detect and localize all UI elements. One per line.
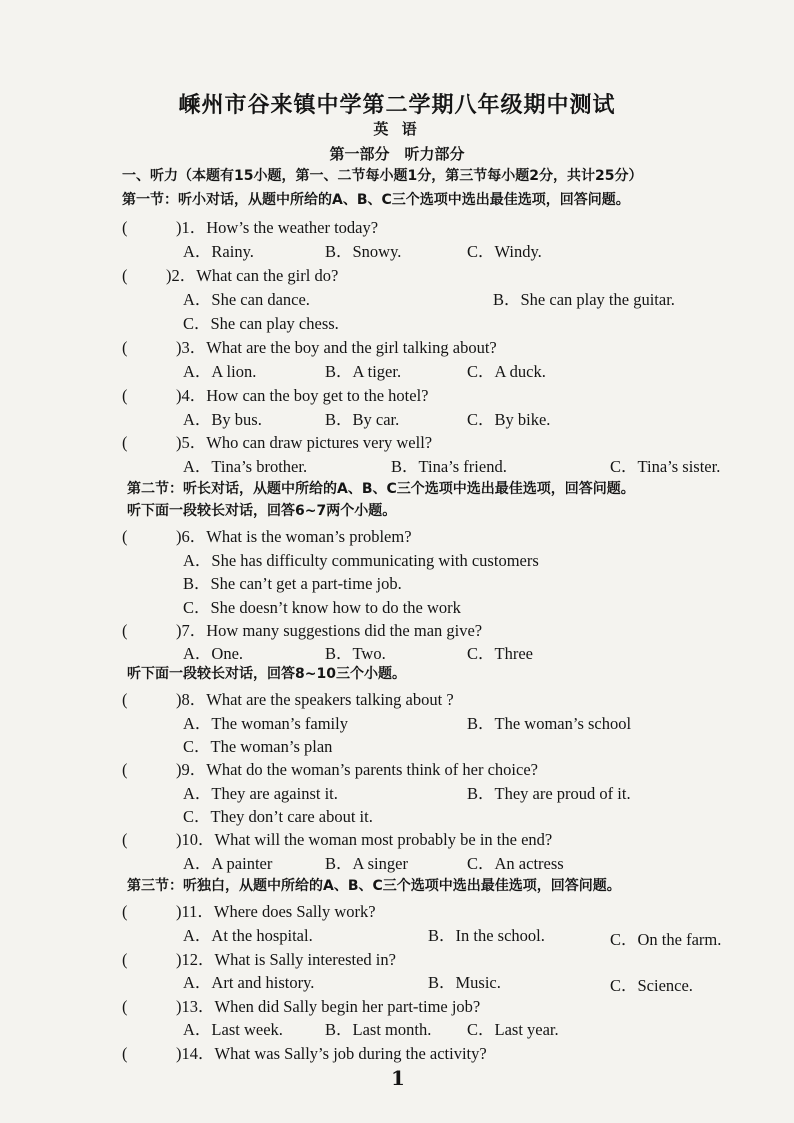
option-c: C．By bike.: [467, 410, 551, 429]
section1-intro: 第一节：听小对话，从题中所给的A、B、C三个选项中选出最佳选项，回答问题。: [122, 192, 630, 208]
option-b: B．She can play the guitar.: [493, 290, 675, 309]
question-number: )8．: [176, 690, 207, 709]
option-b: B．They are proud of it.: [467, 784, 631, 803]
answer-blank[interactable]: (: [122, 760, 128, 779]
option-a: A．Art and history.: [183, 973, 315, 992]
question-14: [122, 1040, 487, 1064]
question-text: What are the speakers talking about ?: [206, 690, 454, 709]
question-3: [122, 334, 497, 358]
question-8: [122, 686, 454, 710]
question-text: What is the woman’s problem?: [206, 527, 412, 546]
answer-blank[interactable]: (: [122, 527, 128, 546]
answer-blank[interactable]: (: [122, 266, 128, 285]
option-c: C．An actress: [467, 854, 564, 873]
option-c: C．She can play chess.: [183, 314, 339, 333]
option-a: A．She can dance.: [183, 290, 310, 309]
question-13: [122, 993, 480, 1017]
option-c: C．A duck.: [467, 362, 546, 381]
option-c: C．Windy.: [467, 242, 542, 261]
question-text: Who can draw pictures very well?: [206, 433, 433, 452]
question-10: [122, 826, 552, 850]
question-text: How’s the weather today?: [206, 218, 379, 237]
section3-intro: 第三节：听独白，从题中所给的A、B、C三个选项中选出最佳选项，回答问题。: [127, 878, 621, 894]
option-c: C．The woman’s plan: [183, 737, 333, 756]
question-number: )1．: [176, 218, 207, 237]
answer-blank[interactable]: (: [122, 997, 128, 1016]
option-b: B．By car.: [325, 410, 400, 429]
answer-blank[interactable]: (: [122, 1044, 128, 1063]
exam-title: 嵊州市谷来镇中学第二学期八年级期中测试: [178, 92, 616, 118]
option-c: C．She doesn’t know how to do the work: [183, 598, 461, 617]
question-number: )14．: [176, 1044, 215, 1063]
question-text: How many suggestions did the man give?: [206, 621, 483, 640]
subject-heading: 英 语: [373, 120, 421, 138]
question-number: )3．: [176, 338, 207, 357]
question-number: )6．: [176, 527, 207, 546]
option-b: B．Music.: [428, 973, 501, 992]
question-5: [122, 429, 432, 453]
question-11: [122, 898, 376, 922]
option-b: B．A tiger.: [325, 362, 402, 381]
question-text: What are the boy and the girl talking about?: [206, 338, 497, 357]
page-number: 1: [391, 1066, 405, 1090]
question-text: What is Sally interested in?: [214, 950, 396, 969]
question-number: )10．: [176, 830, 215, 849]
part-heading: 第一部分 听力部分: [329, 145, 465, 163]
question-text: Where does Sally work?: [213, 902, 376, 921]
question-12: [122, 946, 396, 970]
option-a: A．A painter: [183, 854, 273, 873]
section2-sub-intro-2: 听下面一段较长对话，回答8~10三个小题。: [127, 666, 406, 682]
option-b: B．Tina’s friend.: [391, 457, 507, 476]
option-c: C．Science.: [610, 976, 693, 995]
option-b: B．She can’t get a part-time job.: [183, 574, 402, 593]
option-a: A．The woman’s family: [183, 714, 348, 733]
question-7: [122, 617, 482, 641]
option-a: A．She has difficulty communicating with customers: [183, 551, 539, 570]
answer-blank[interactable]: (: [122, 433, 128, 452]
answer-blank[interactable]: (: [122, 621, 128, 640]
section2-intro: 第二节：听长对话，从题中所给的A、B、C三个选项中选出最佳选项，回答问题。: [127, 481, 635, 497]
question-text: What can the girl do?: [196, 266, 339, 285]
section-intro: 一、听力（本题有15小题，第一、二节每小题1分，第三节每小题2分，共计25分）: [122, 168, 643, 184]
option-c: C．They don’t care about it.: [183, 807, 373, 826]
option-b: B．In the school.: [428, 926, 545, 945]
answer-blank[interactable]: (: [122, 338, 128, 357]
question-number: )11．: [176, 902, 214, 921]
question-9: [122, 756, 538, 780]
option-b: B．The woman’s school: [467, 714, 632, 733]
question-text: What was Sally’s job during the activity?: [214, 1044, 487, 1063]
question-4: [122, 382, 428, 406]
section2-sub-intro-1: 听下面一段较长对话，回答6~7两个小题。: [127, 503, 397, 519]
option-b: B．Two.: [325, 644, 386, 663]
option-a: A．Tina’s brother.: [183, 457, 308, 476]
question-number: )12．: [176, 950, 215, 969]
option-c: C．Three: [467, 644, 533, 663]
question-number: )5．: [176, 433, 207, 452]
question-2: [122, 262, 338, 286]
option-b: B．Snowy.: [325, 242, 402, 261]
question-text: How can the boy get to the hotel?: [206, 386, 429, 405]
question-number: )2．: [166, 266, 197, 285]
question-number: )7．: [176, 621, 207, 640]
option-a: A．At the hospital.: [183, 926, 313, 945]
option-a: A．One.: [183, 644, 244, 663]
question-number: )9．: [176, 760, 207, 779]
question-6: [122, 523, 412, 547]
option-c: C．On the farm.: [610, 930, 722, 949]
option-a: A．A lion.: [183, 362, 257, 381]
question-text: What will the woman most probably be in the end?: [214, 830, 553, 849]
option-a: A．Rainy.: [183, 242, 254, 261]
option-a: A．They are against it.: [183, 784, 338, 803]
answer-blank[interactable]: (: [122, 902, 128, 921]
answer-blank[interactable]: (: [122, 218, 128, 237]
answer-blank[interactable]: (: [122, 830, 128, 849]
answer-blank[interactable]: (: [122, 950, 128, 969]
answer-blank[interactable]: (: [122, 690, 128, 709]
option-b: B．A singer: [325, 854, 408, 873]
question-number: )13．: [176, 997, 215, 1016]
option-a: A．By bus.: [183, 410, 262, 429]
option-a: A．Last week.: [183, 1020, 283, 1039]
option-c: C．Tina’s sister.: [610, 457, 721, 476]
answer-blank[interactable]: (: [122, 386, 128, 405]
question-text: When did Sally begin her part-time job?: [214, 997, 481, 1016]
question-number: )4．: [176, 386, 207, 405]
option-b: B．Last month.: [325, 1020, 432, 1039]
option-c: C．Last year.: [467, 1020, 559, 1039]
question-text: What do the woman’s parents think of her choice?: [206, 760, 538, 779]
question-1: [122, 214, 378, 238]
